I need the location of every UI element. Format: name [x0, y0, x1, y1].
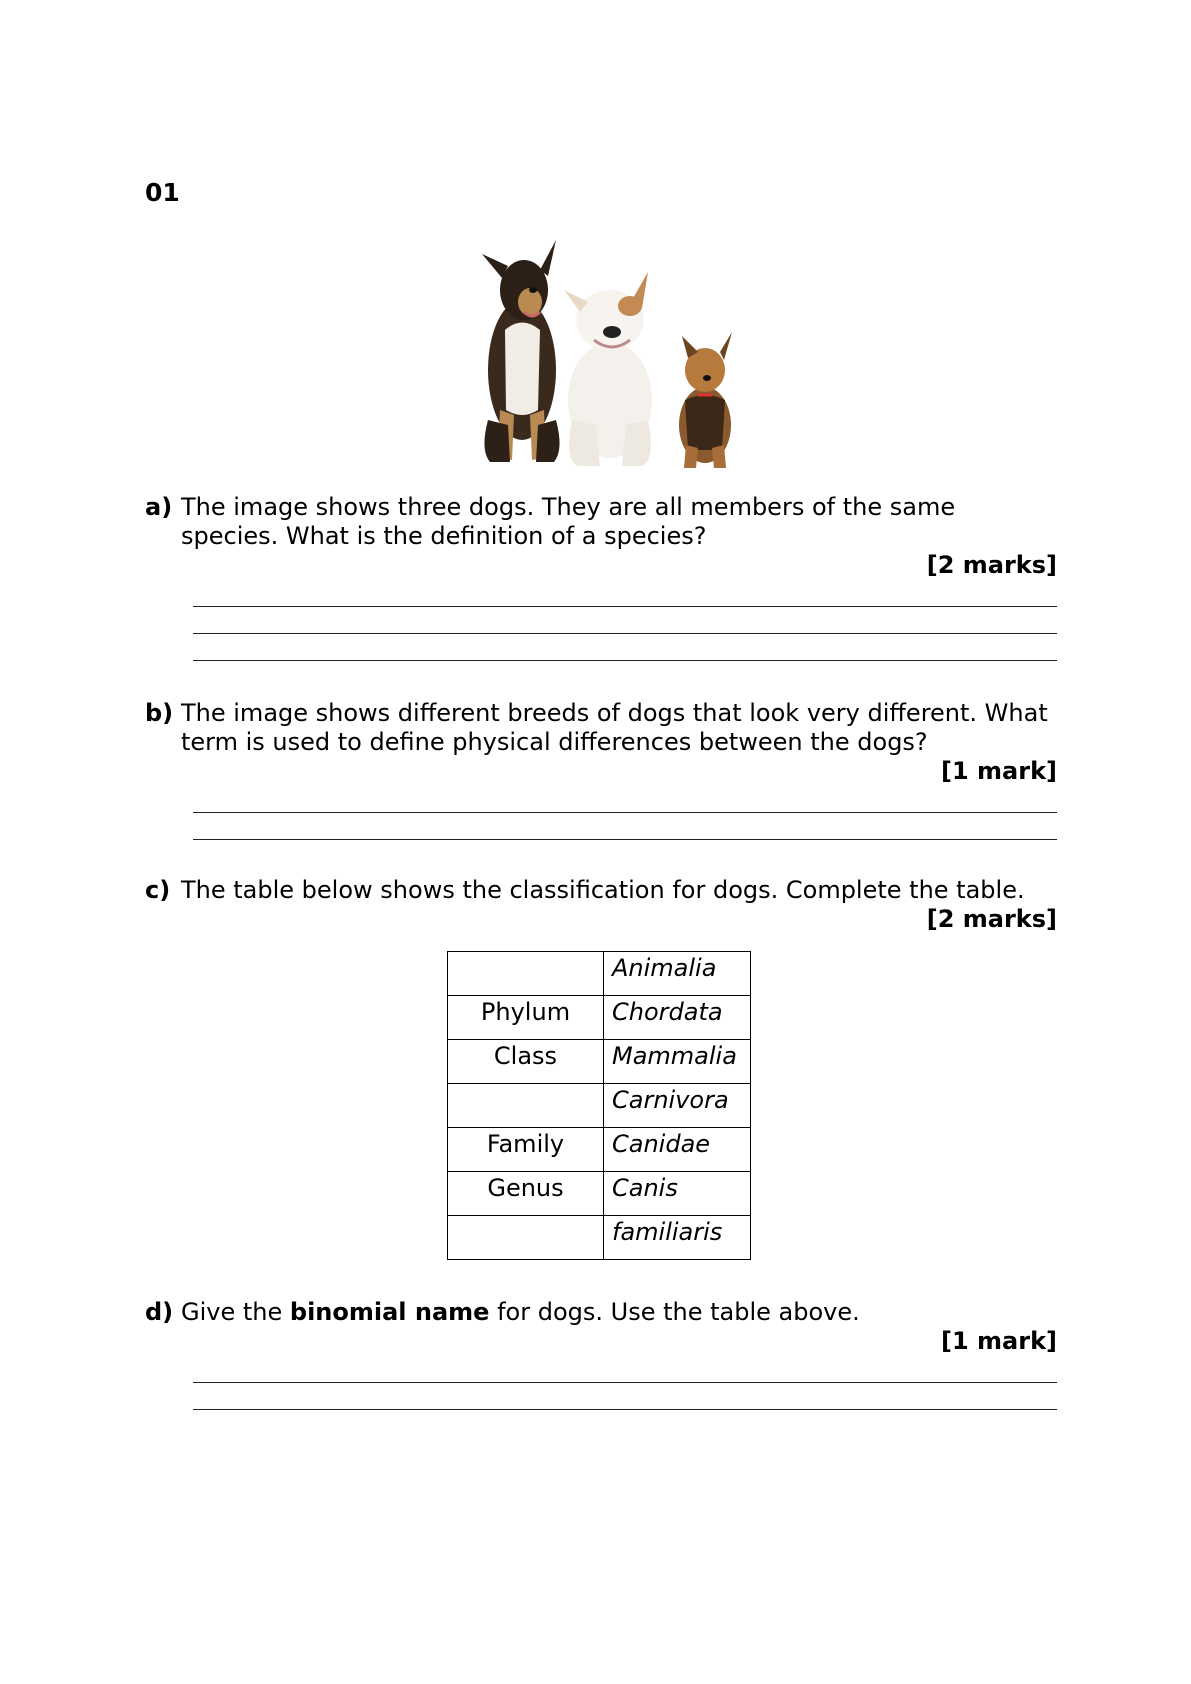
answer-line[interactable]	[193, 580, 1057, 607]
taxon-cell: Chordata	[604, 996, 751, 1040]
terrier-illustration	[679, 332, 732, 468]
shepherd-dog-illustration	[482, 240, 560, 462]
question-b-letter: b)	[145, 699, 174, 727]
question-a-letter: a)	[145, 493, 173, 521]
table-row	[448, 1040, 751, 1084]
rank-cell: Family	[448, 1128, 604, 1172]
table-row	[448, 1128, 751, 1172]
taxon-cell: Carnivora	[604, 1084, 751, 1128]
question-a-marks: [2 marks]	[926, 551, 1057, 579]
question-d-text-after: for dogs. Use the table above.	[489, 1298, 860, 1326]
question-b-text: The image shows different breeds of dogs that look very different. What term is used to define physical differences between the dogs?	[181, 699, 1048, 756]
rank-cell-blank[interactable]	[448, 952, 604, 996]
table-row	[448, 1216, 751, 1260]
question-d-text-before: Give the	[181, 1298, 290, 1326]
rank-cell: Genus	[448, 1172, 604, 1216]
table-row	[448, 1172, 751, 1216]
rank-cell-blank[interactable]	[448, 1216, 604, 1260]
question-d-letter: d)	[145, 1298, 174, 1326]
bulldog-illustration	[564, 272, 652, 466]
question-c-text: The table below shows the classification for dogs. Complete the table.	[181, 876, 1025, 904]
answer-line[interactable]	[193, 786, 1057, 813]
answer-line[interactable]	[193, 1356, 1057, 1383]
classification-table	[447, 951, 751, 1260]
rank-cell: Class	[448, 1040, 604, 1084]
question-c-marks: [2 marks]	[926, 905, 1057, 933]
taxon-cell: familiaris	[604, 1216, 751, 1260]
question-c	[145, 876, 1057, 934]
answer-line[interactable]	[193, 607, 1057, 634]
question-d-keyword: binomial name	[289, 1298, 490, 1326]
table-row	[448, 1084, 751, 1128]
question-c-letter: c)	[145, 876, 171, 904]
taxon-cell: Mammalia	[604, 1040, 751, 1084]
three-dogs-image	[460, 220, 760, 480]
question-d-marks: [1 mark]	[941, 1327, 1057, 1355]
question-number: 01	[145, 178, 180, 207]
question-b-marks: [1 mark]	[941, 757, 1057, 785]
table-row	[448, 952, 751, 996]
question-a	[145, 493, 1057, 661]
taxon-cell: Animalia	[604, 952, 751, 996]
rank-cell: Phylum	[448, 996, 604, 1040]
taxon-cell: Canis	[604, 1172, 751, 1216]
taxon-cell: Canidae	[604, 1128, 751, 1172]
answer-line[interactable]	[193, 813, 1057, 840]
question-a-text: The image shows three dogs. They are all members of the same species. What is the definition of a species?	[181, 493, 956, 550]
rank-cell-blank[interactable]	[448, 1084, 604, 1128]
table-row	[448, 996, 751, 1040]
answer-line[interactable]	[193, 634, 1057, 661]
question-d	[145, 1298, 1057, 1410]
answer-line[interactable]	[193, 1383, 1057, 1410]
question-b	[145, 699, 1057, 840]
